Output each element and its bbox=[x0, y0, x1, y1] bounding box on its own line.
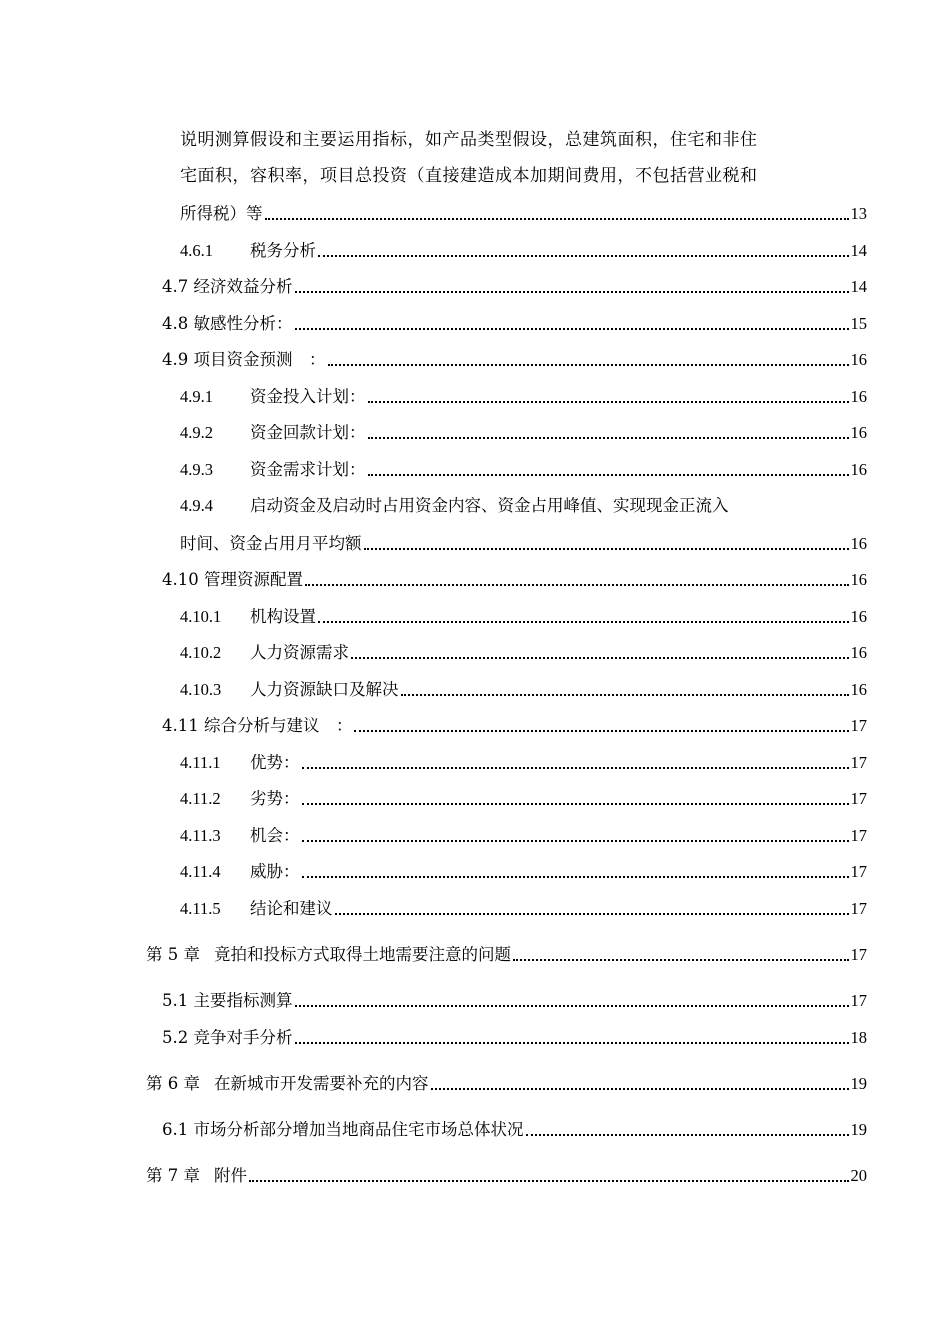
page-number: 16 bbox=[850, 423, 867, 442]
toc-entry-4-10-3[interactable] bbox=[180, 676, 867, 700]
toc-entry-4-9-4-cont[interactable] bbox=[180, 530, 867, 554]
dot-leader bbox=[302, 803, 849, 805]
toc-entry-4-7[interactable] bbox=[162, 273, 867, 297]
toc-entry-4-10-2[interactable] bbox=[180, 639, 867, 663]
dot-leader bbox=[354, 730, 848, 732]
dot-leader bbox=[368, 437, 849, 439]
entry-number: 4.11.5 bbox=[180, 899, 221, 918]
chapter-number: 第 6 章 bbox=[146, 1074, 200, 1093]
entry-number: 4.10.1 bbox=[180, 607, 222, 626]
entry-label: 结论和建议 bbox=[250, 899, 333, 918]
entry-label: 人力资源缺口及解决 bbox=[250, 680, 399, 699]
dot-leader bbox=[401, 694, 849, 696]
entry-number: 4.11.1 bbox=[180, 753, 221, 772]
toc-entry-4-11-3[interactable] bbox=[180, 822, 867, 846]
entry-label: 资金投入计划： bbox=[250, 387, 366, 406]
page-number: 17 bbox=[850, 826, 867, 845]
page-number: 13 bbox=[850, 204, 867, 223]
dot-leader bbox=[368, 401, 849, 403]
toc-entry-6-1[interactable] bbox=[162, 1116, 867, 1140]
dot-leader bbox=[513, 959, 849, 961]
intro-line-2: 宅面积，容积率，项目总投资（直接建造成本加期间费用，不包括营业税和 bbox=[180, 166, 758, 186]
page-number: 16 bbox=[850, 350, 867, 369]
page-number: 19 bbox=[850, 1074, 867, 1093]
entry-label: 人力资源需求 bbox=[250, 643, 349, 662]
entry-number: 4.9.1 bbox=[180, 387, 213, 406]
page-number: 18 bbox=[850, 1028, 867, 1047]
entry-label: 4.8 敏感性分析： bbox=[162, 314, 293, 333]
entry-label: 4.11 综合分析与建议 ： bbox=[162, 716, 353, 735]
entry-label: 资金需求计划： bbox=[250, 460, 366, 479]
page-number: 16 bbox=[850, 643, 867, 662]
entry-label: 5.1 主要指标测算 bbox=[162, 991, 293, 1010]
dot-leader bbox=[318, 621, 849, 623]
toc-entry-4-11-2[interactable] bbox=[180, 785, 867, 809]
entry-number: 4.11.2 bbox=[180, 789, 221, 808]
entry-label: 附件 bbox=[214, 1166, 247, 1185]
entry-number: 4.11.4 bbox=[180, 862, 221, 881]
toc-entry-chapter-7[interactable] bbox=[146, 1162, 867, 1186]
page-number: 17 bbox=[850, 789, 867, 808]
entry-number: 4.9.2 bbox=[180, 423, 213, 442]
toc-entry-4-8[interactable] bbox=[162, 310, 867, 334]
toc-entry-4-11-5[interactable] bbox=[180, 895, 867, 919]
entry-label: 优势： bbox=[250, 753, 300, 772]
page-number: 19 bbox=[850, 1120, 867, 1139]
page-number: 16 bbox=[850, 570, 867, 589]
page-number: 16 bbox=[850, 680, 867, 699]
intro-line-1: 说明测算假设和主要运用指标，如产品类型假设，总建筑面积，住宅和非住 bbox=[180, 130, 758, 150]
page-number: 16 bbox=[850, 387, 867, 406]
dot-leader bbox=[265, 218, 849, 220]
page-number: 17 bbox=[850, 862, 867, 881]
dot-leader bbox=[249, 1180, 849, 1182]
toc-entry-4-11-4[interactable] bbox=[180, 858, 867, 882]
toc-entry-4-9-2[interactable] bbox=[180, 419, 867, 443]
dot-leader bbox=[305, 584, 849, 586]
toc-entry-4-10-1[interactable] bbox=[180, 603, 867, 627]
entry-label: 4.9 项目资金预测 ： bbox=[162, 350, 326, 369]
toc-entry-chapter-6[interactable] bbox=[146, 1070, 867, 1094]
entry-label: 资金回款计划： bbox=[250, 423, 366, 442]
page-number: 16 bbox=[850, 534, 867, 553]
entry-label: 劣势： bbox=[250, 789, 300, 808]
dot-leader bbox=[302, 840, 849, 842]
dot-leader bbox=[351, 657, 849, 659]
entry-number: 4.9.3 bbox=[180, 460, 213, 479]
toc-entry-chapter-5[interactable] bbox=[146, 941, 867, 965]
dot-leader bbox=[302, 876, 849, 878]
page-number: 17 bbox=[850, 945, 867, 964]
chapter-number: 第 7 章 bbox=[146, 1166, 200, 1185]
dot-leader bbox=[368, 474, 849, 476]
page-number: 14 bbox=[850, 277, 867, 296]
toc-entry-4-9[interactable] bbox=[162, 346, 867, 370]
entry-number: 4.9.4 bbox=[180, 496, 213, 515]
entry-label: 威胁： bbox=[250, 862, 300, 881]
entry-number: 4.10.3 bbox=[180, 680, 222, 699]
dot-leader bbox=[364, 548, 849, 550]
dot-leader bbox=[295, 328, 849, 330]
page-number: 16 bbox=[850, 607, 867, 626]
toc-entry-intro[interactable] bbox=[180, 200, 867, 224]
dot-leader bbox=[431, 1088, 849, 1090]
toc-entry-4-11-1[interactable] bbox=[180, 749, 867, 773]
entry-label: 机构设置 bbox=[250, 607, 316, 626]
entry-label: 6.1 市场分析部分增加当地商品住宅市场总体状况 bbox=[162, 1120, 524, 1139]
entry-number: 4.11.3 bbox=[180, 826, 221, 845]
page-number: 17 bbox=[850, 716, 867, 735]
dot-leader bbox=[295, 1005, 849, 1007]
toc-entry-4-10[interactable] bbox=[162, 566, 867, 590]
page-number: 17 bbox=[850, 991, 867, 1010]
toc-entry-4-9-4[interactable] bbox=[180, 492, 867, 516]
dot-leader bbox=[302, 767, 849, 769]
page-number: 16 bbox=[850, 460, 867, 479]
toc-entry-5-1[interactable] bbox=[162, 987, 867, 1011]
chapter-number: 第 5 章 bbox=[146, 945, 200, 964]
page-number: 17 bbox=[850, 899, 867, 918]
toc-entry-4-11[interactable] bbox=[162, 712, 867, 736]
entry-label: 4.10 管理资源配置 bbox=[162, 570, 303, 589]
entry-label: 5.2 竞争对手分析 bbox=[162, 1028, 293, 1047]
page-number: 17 bbox=[850, 753, 867, 772]
dot-leader bbox=[318, 255, 849, 257]
entry-label: 税务分析 bbox=[250, 241, 316, 260]
dot-leader bbox=[526, 1134, 849, 1136]
entry-label: 竟拍和投标方式取得土地需要注意的问题 bbox=[214, 945, 511, 964]
entry-label: 启动资金及启动时占用资金内容、资金占用峰值、实现现金正流入 bbox=[250, 496, 729, 515]
page-number: 14 bbox=[850, 241, 867, 260]
entry-label-continued: 时间、资金占用月平均额 bbox=[180, 534, 362, 553]
toc-entry-4-9-1[interactable] bbox=[180, 383, 867, 407]
dot-leader bbox=[295, 1042, 849, 1044]
dot-leader bbox=[335, 913, 849, 915]
toc-entry-4-6-1[interactable] bbox=[180, 237, 867, 261]
page-number: 15 bbox=[850, 314, 867, 333]
toc-entry-5-2[interactable] bbox=[162, 1024, 867, 1048]
entry-number: 4.10.2 bbox=[180, 643, 222, 662]
entry-label: 4.7 经济效益分析 bbox=[162, 277, 293, 296]
entry-number: 4.6.1 bbox=[180, 241, 213, 260]
page-number: 20 bbox=[850, 1166, 867, 1185]
dot-leader bbox=[328, 364, 849, 366]
entry-label: 在新城市开发需要补充的内容 bbox=[214, 1074, 429, 1093]
intro-line-3: 所得税）等 bbox=[180, 204, 263, 223]
toc-intro-paragraph bbox=[180, 122, 830, 194]
dot-leader bbox=[295, 291, 849, 293]
entry-label: 机会： bbox=[250, 826, 300, 845]
toc-entry-4-9-3[interactable] bbox=[180, 456, 867, 480]
